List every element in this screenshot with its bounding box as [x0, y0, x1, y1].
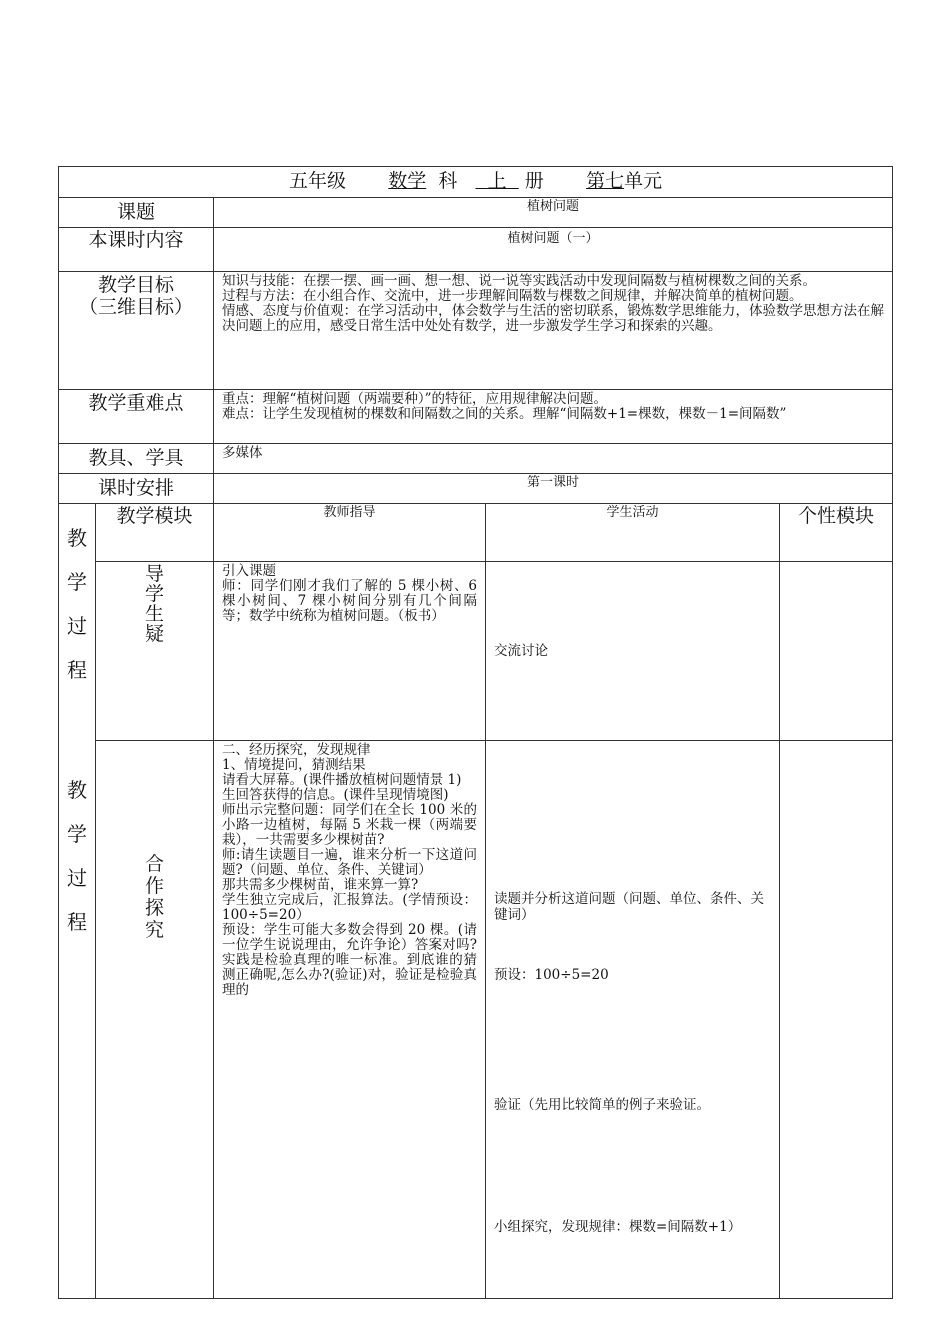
student-2-preset: 预设：100÷5=20	[494, 967, 609, 983]
key-label: 教学重难点	[59, 390, 214, 444]
schedule-value: 第一课时	[214, 474, 893, 504]
unit: 第七	[586, 170, 625, 192]
module-2: 合 作 探 究	[96, 741, 214, 1299]
tools-label: 教具、学具	[59, 444, 214, 474]
goals-label	[59, 272, 214, 390]
col-student: 学生活动	[486, 504, 780, 562]
student-2	[486, 741, 780, 1299]
key-point: 重点：理解“植树问题（两端要种）”的特征，应用规律解决问题。	[222, 391, 608, 407]
teacher-1: 引入课题 师：同学们刚才我们了解的 5 棵小树、6 棵小树间、7 棵小树间分别有几个间隔等；数学中统称为植树问题。（板书）	[214, 562, 486, 741]
grade: 五年级	[288, 170, 346, 192]
volume: 上	[487, 170, 507, 192]
goal-process: 过程与方法：在小组合作、交流中，进一步理解间隔数与棵数之间规律，并解决简单的植树问题。	[222, 288, 803, 304]
student-2-explore: 小组探究，发现规律：棵数=间隔数+1）	[494, 1219, 742, 1235]
col-personal: 个性模块	[780, 504, 893, 562]
goals-label-line2: （三维目标）	[78, 296, 193, 318]
ce-text: 册	[524, 170, 544, 192]
personal-2	[780, 741, 893, 1299]
content-value: 植树问题（一）	[214, 228, 893, 272]
teacher-2: 二、经历探究，发现规律 1、情境提问，猜测结果 请看大屏幕。(课件播放植树问题情景 1) 生回答获得的信息。(课件呈现情境图) 师出示完整问题：同学们在全长 100 米的小路一边植树，每隔 5 米栽一棵（两端要栽），一共需要多少棵树苗? 师:请生读题目一遍，谁来分析一下这道问题?（问题、单位、条件、关键词） 那共需多少棵树苗，谁来算一算? 学生独立完成后，汇报算法。(学情预设：100÷5=20） 预设：学生可能大多数会得到 20 棵。(请一位学生说说理由，允许争论）答案对吗?实践是检验真理的唯一标准。到底谁的猜测正确呢,怎么办?(验证)对，验证是检验真理的	[214, 741, 486, 1299]
goal-emotion: 情感、态度与价值观：在学习活动中，体会数学与生活的密切联系，锻炼数学思维能力，体验数学思想方法在解决问题上的应用，感受日常生活中处处有数学，进一步激发学生学习和探索的兴趣。	[222, 303, 885, 334]
topic-value: 植树问题	[214, 198, 893, 228]
unit-suffix: 单元	[624, 170, 663, 192]
lesson-plan-table	[58, 166, 893, 1299]
difficult-point: 难点：让学生发现植树的棵数和间隔数之间的关系。理解“间隔数+1=棵数，棵数－1=间隔数”	[222, 406, 787, 422]
tools-value: 多媒体	[214, 444, 893, 474]
student-2-read: 读题并分析这道问题（问题、单位、条件、关键词）	[494, 891, 764, 923]
personal-1	[780, 562, 893, 741]
content-label: 本课时内容	[59, 228, 214, 272]
student-1: 交流讨论	[486, 562, 780, 741]
key-value	[214, 390, 893, 444]
col-module: 教学模块	[96, 504, 214, 562]
goals-label-line1: 教学目标	[97, 274, 174, 296]
subject: 数学	[388, 170, 427, 192]
process-side-label: 教 学 过 程 教 学 过 程	[59, 504, 96, 1299]
header-row	[59, 167, 893, 198]
ke-text: 科	[438, 170, 458, 192]
goal-knowledge: 知识与技能：在摆一摆、画一画、想一想、说一说等实践活动中发现间隔数与植树棵数之间的关系。	[222, 273, 816, 289]
module-1: 导 学 生 疑	[96, 562, 214, 741]
schedule-label: 课时安排	[59, 474, 214, 504]
goals-value	[214, 272, 893, 390]
col-teacher: 教师指导	[214, 504, 486, 562]
student-2-verify: 验证（先用比较简单的例子来验证。	[494, 1097, 710, 1113]
topic-label: 课题	[59, 198, 214, 228]
